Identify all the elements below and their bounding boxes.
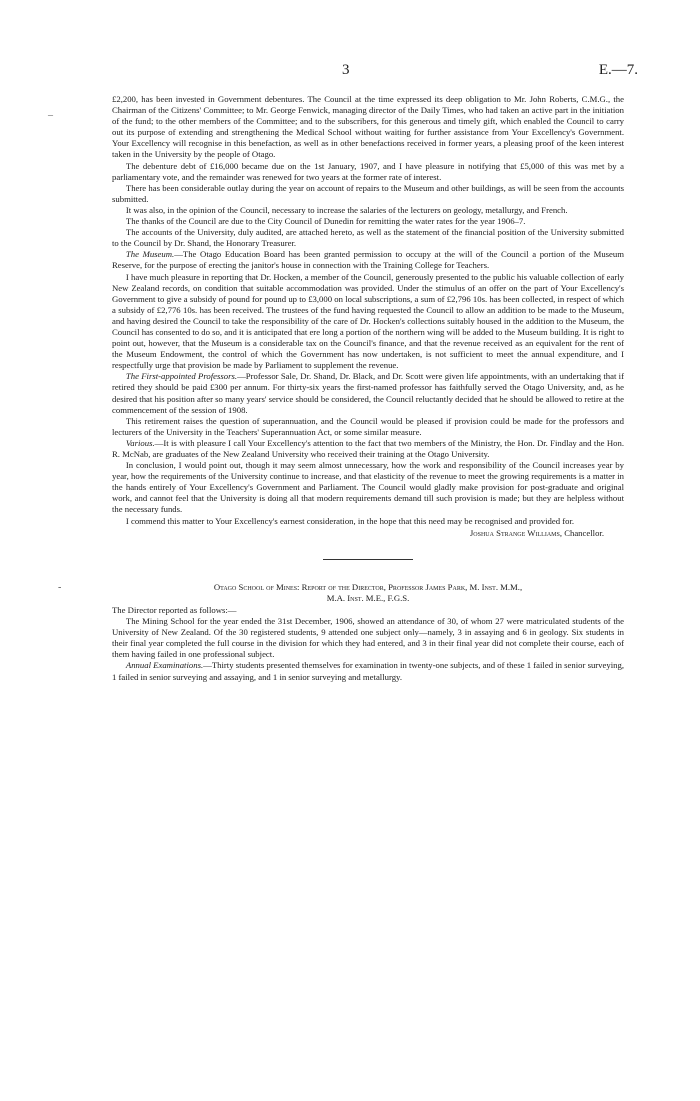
signatory-title: , Chancellor. — [559, 527, 604, 538]
paragraph: It was also, in the opinion of the Council, necessary to increase the salaries of the lecturers on geology, metallurgy, and French. — [125, 204, 568, 215]
section-divider — [323, 559, 413, 560]
paragraph: The Mining School for the year ended the 31st December, 1906, showed an attendance of 30, of whom 27 were matriculated students of the University of New Zealand. Of the 30 registered students, 9 attended one subject only—namely, 3 in assaying and 6 in geology. Six students in their final year completed the full course in the division for which they had entered, and 3 in their final year did not complete their course, each of them having failed in one professional subject. — [112, 616, 624, 660]
report-title-line: M.A. Inst. M.E., F.G.S. — [326, 592, 410, 603]
paragraph: Various.—It is with pleasure I call Your Excellency's attention to the fact that two members of the Ministry, the Hon. Dr. Findlay and the Hon. R. McNab, are graduates of the New Zealand University who received their training at the Otago University. — [112, 437, 624, 459]
document-body — [112, 94, 624, 683]
paragraph: I commend this matter to Your Excellency's earnest consideration, in the hope that this need may be recognised and provided for. — [125, 515, 575, 526]
signature — [112, 528, 624, 539]
paragraph: I have much pleasure in reporting that Dr. Hocken, a member of the Council, generously presented to the public his valuable collection of early New Zealand records, on condition that suitable accommodation was provided. Under the stimulus of an offer on the part of Your Excellency's Government to give a subsidy of pound for pound up to £3,000 on local subscriptions, a sum of £2,796 10s. has been collected, in respect of which a subsidy of £2,776 10s. has been received. The trustees of the fund having requested the Council to allow an addition to be made to the Museum, and having desired the Council to take the responsibility of the care of Dr. Hocken's collections suitably housed in the addition to the Museum, the Council has consented to do so, and it is anticipated that ere long a portion of the northern wing will be added to the Museum building. It is right to point out, however, that the Museum is a considerable tax on the Council's finance, and that the revenue received as an equivalent for the rent of the Museum Endowment, the control of which the Government has now undertaken, is not sufficient to meet the annual expenditure, and I respectfully urge that provision be made by Parliament to supplement the revenue. — [112, 271, 624, 371]
page-number: 3 — [342, 62, 350, 78]
document-reference: E.—7. — [598, 62, 638, 78]
margin-mark: – — [48, 110, 53, 121]
paragraph: The Museum.—The Otago Education Board has been granted permission to occupy at the will of the Council a portion of the Museum Reserve, for the purpose of erecting the janitor's house in connection with the Training College for Teachers. — [112, 249, 625, 271]
side-heading: The First-appointed Professors. — [125, 371, 238, 382]
paragraph: £2,200, has been invested in Government debentures. The Council at the time expressed its deep obligation to Mr. John Roberts, C.M.G., the Chairman of the Citizens' Committee; to Mr. George Fenwick, managing director of the Daily Times, who had taken an active part in the initiation of the fund; to the other members of the Committee; and to the subscribers, for this generous and timely gift, which enabled the Council to carry out its purpose of extending and strengthening the Medical School without waiting for further assistance from Your Excellency's Government. Your Excellency will recognise in this benefaction, as well as in other benefactions received in former years, a pleasing proof of the keen interest taken in the University by the people of Otago. — [112, 94, 624, 160]
paragraph: The accounts of the University, duly audited, are attached hereto, as well as the statement of the financial position of the University submitted to the Council by Dr. Shand, the Honorary Treasurer. — [112, 227, 624, 249]
paragraph: Annual Examinations.—Thirty students presented themselves for examination in twenty-one subjects, and of these 1 failed in senior surveying, 1 failed in senior surveying and assaying, and 1 in senior surveying and metallurgy. — [112, 660, 625, 682]
report-title-line: Otago School of Mines: Report of the Director, Professor James Park, M. Inst. M.M., — [213, 581, 523, 592]
school-of-mines-section — [112, 582, 624, 683]
paragraph: This retirement raises the question of superannuation, and the Council would be pleased if provision could be made for the professors and lecturers of the University in the Teachers' Superannuation Act, or some similar measure. — [112, 415, 624, 437]
margin-mark: - — [58, 582, 62, 593]
page-header — [0, 62, 700, 80]
signatory-name: Joshua Strange Williams — [469, 527, 560, 538]
side-heading: Various. — [125, 437, 155, 448]
side-heading: The Museum. — [125, 249, 175, 260]
side-heading: Annual Examinations. — [125, 660, 204, 671]
paragraph: In conclusion, I would point out, though it may seem almost unnecessary, how the work and responsibility of the Council increases year by year, how the requirements of the University continue to increase, and that elasticity of the revenue to meet the growing requirements is a matter in the hands entirely of Your Excellency's Government and Parliament. The Council would gladly make provision for post-graduate and original work, and cannot feel that the University is doing all that modern requirements demand till such provision is made; but they are helpless without the necessary funds. — [112, 460, 624, 515]
paragraph: The First-appointed Professors.—Professor Sale, Dr. Shand, Dr. Black, and Dr. Scott were given life appointments, with an undertaking that if retired they should be paid £300 per annum. For thirty-six years the first-named professor has faithfully served the Otago University, and, as he desired that his position after so many years' service should be considered, the Council reluctantly decided that he should be allowed to retire at the commencement of the session of 1908. — [112, 371, 624, 415]
report-title — [112, 582, 624, 604]
paragraph: There has been considerable outlay during the year on account of repairs to the Museum and other buildings, as will be seen from the accounts submitted. — [112, 182, 624, 204]
paragraph: The thanks of the Council are due to the City Council of Dunedin for remitting the water rates for the year 1906–7. — [125, 216, 526, 227]
university-report-section — [112, 94, 624, 539]
report-intro: The Director reported as follows:— — [112, 604, 237, 615]
paragraph: The debenture debt of £16,000 became due on the 1st January, 1907, and I have pleasure in notifying that £5,000 of this was met by a parliamentary vote, and the remainder was renewed for two years at the former rate of interest. — [112, 160, 624, 182]
